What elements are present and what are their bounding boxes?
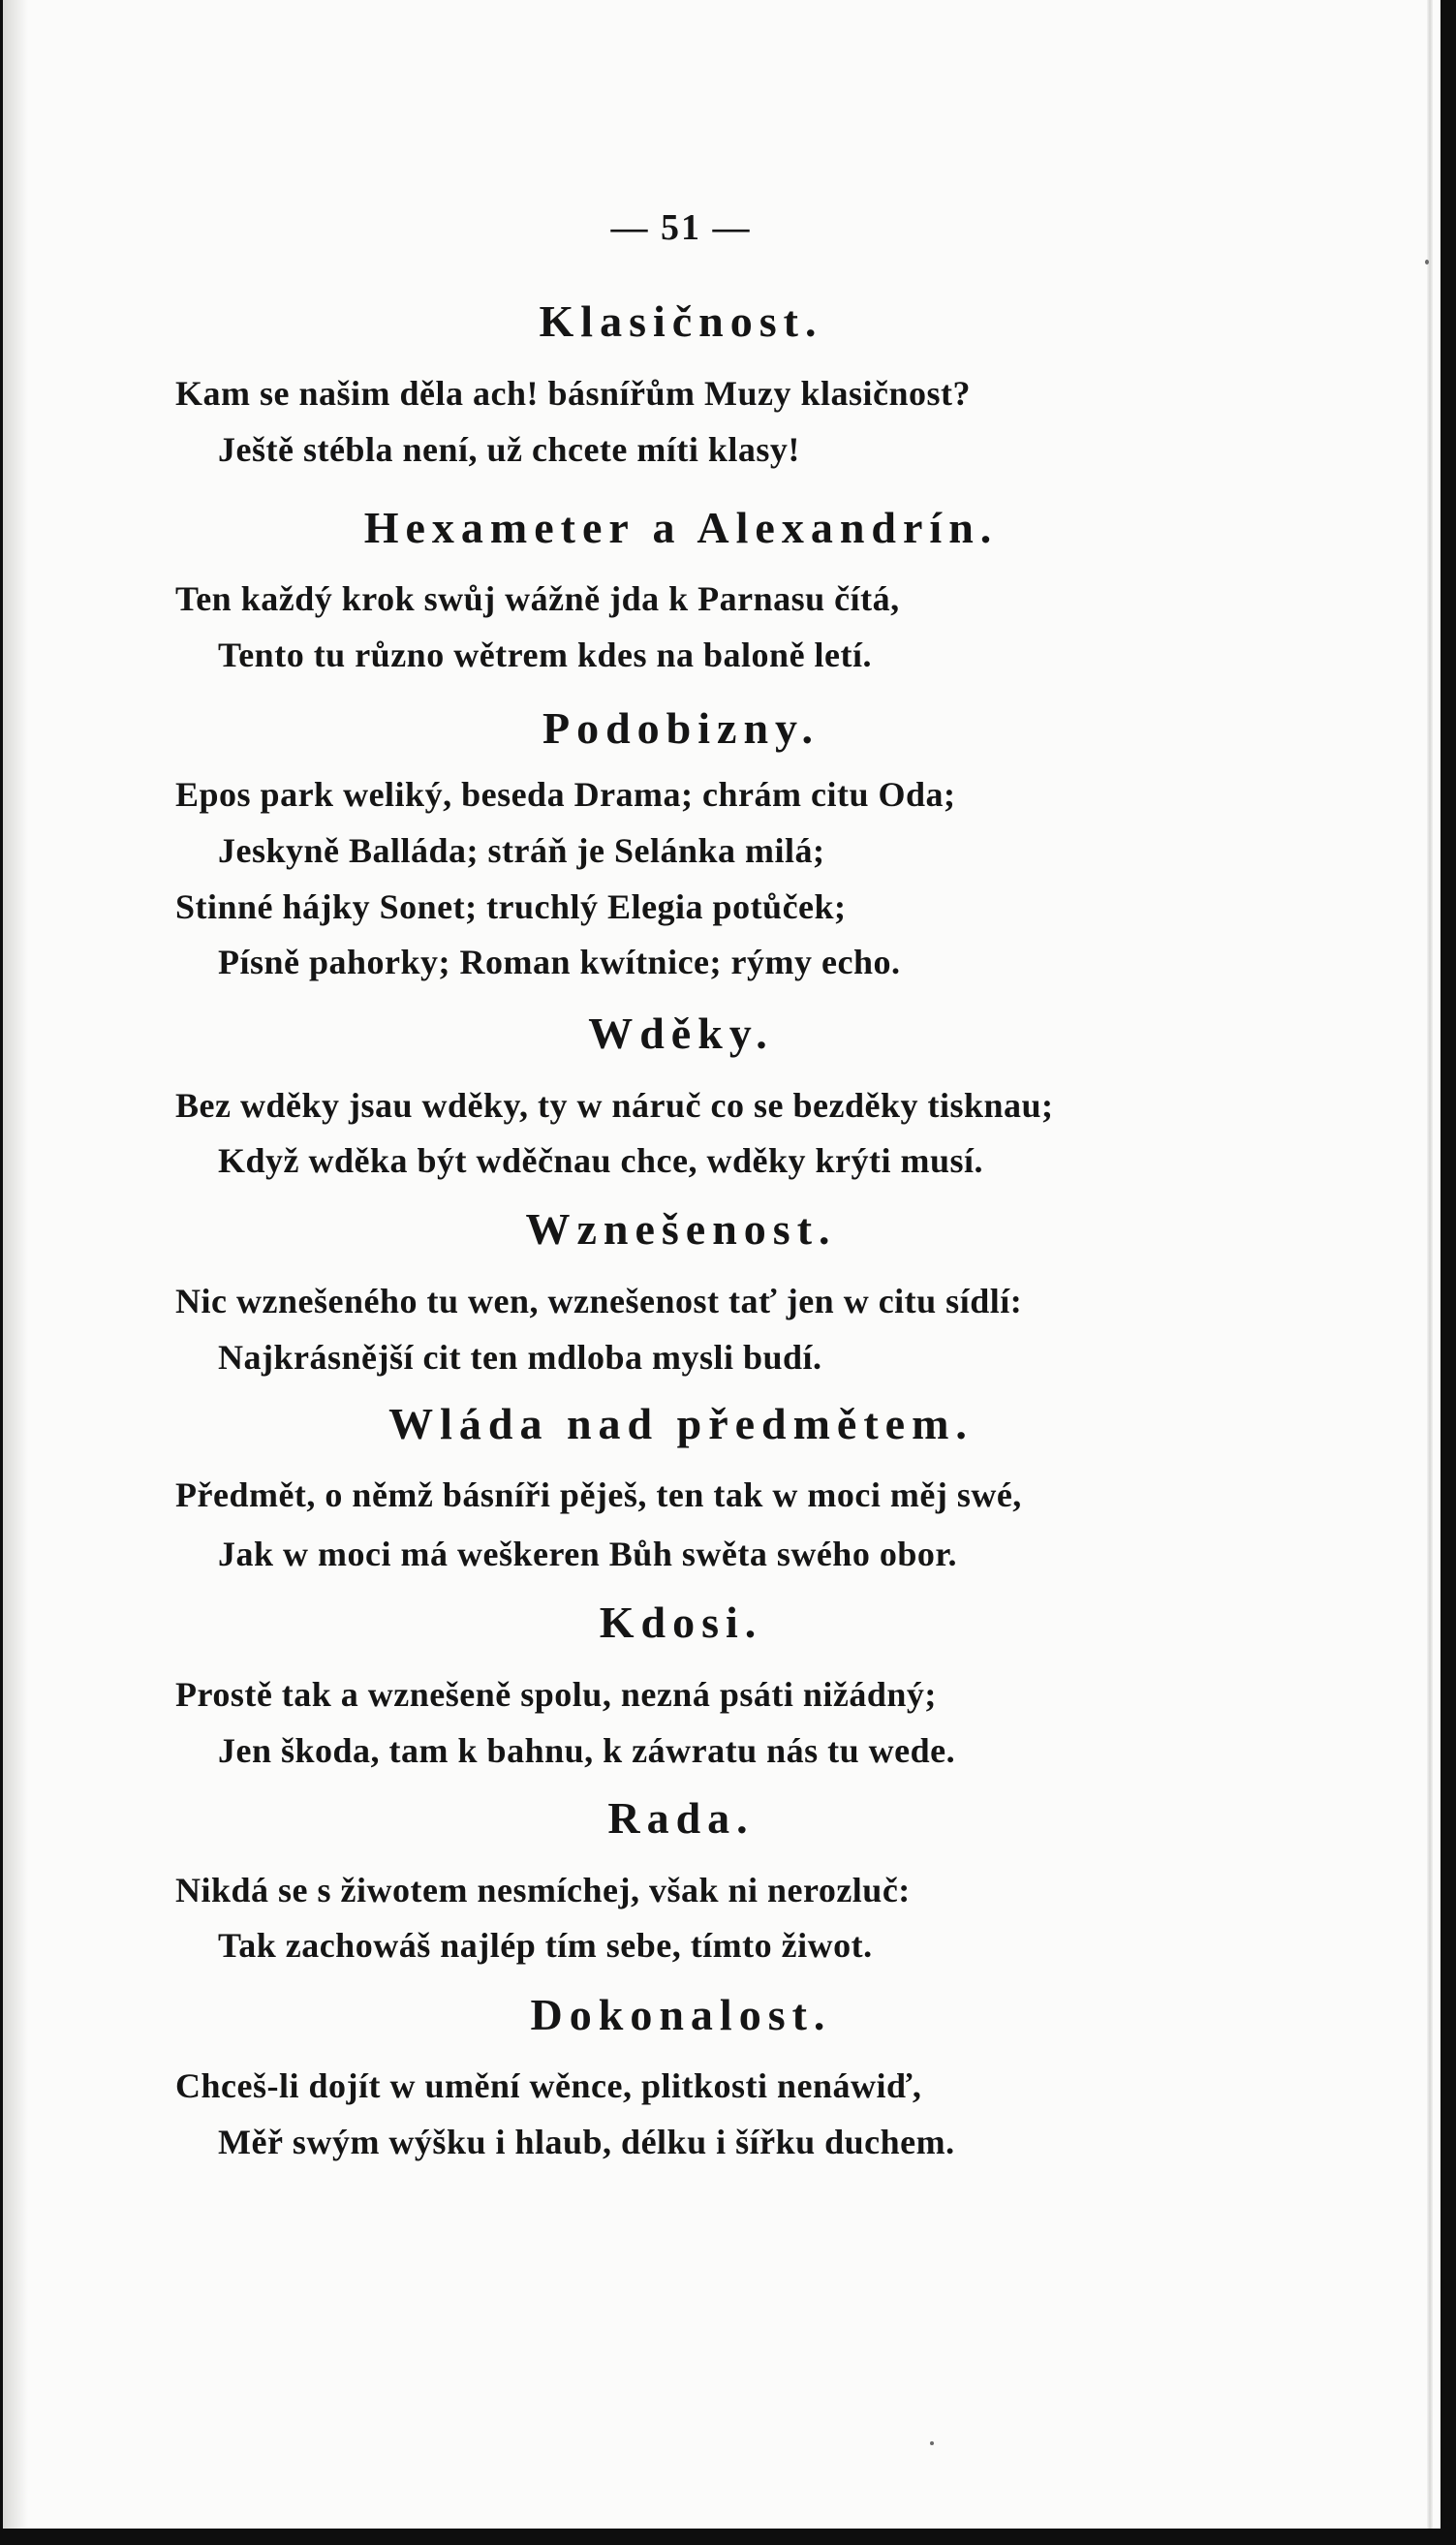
book-page [3, 0, 1441, 2529]
section-title: Wláda nad předmětem. [388, 1399, 974, 1448]
section-title: Hexameter a Alexandrín. [363, 503, 999, 552]
verse-line: Najkrásnější cit ten mdloba mysli budí. [218, 1338, 822, 1377]
section-title: Podobizny. [542, 703, 820, 753]
verse-line: Bez wděky jsau wděky, ty w náruč co se bezděky tisknau; [175, 1086, 1054, 1125]
verse-line: Prostě tak a wznešeně spolu, nezná psáti nižádný; [175, 1675, 937, 1714]
section-title: Klasičnost. [539, 296, 823, 346]
verse-line: Stinné hájky Sonet; truchlý Elegia potůček; [175, 887, 847, 926]
page-edge-shadow [3, 0, 28, 2529]
verse-line: Když wděka být wděčnau chce, wděky krýti musí. [218, 1141, 984, 1180]
verse-line: Chceš-li dojít w umění wěnce, plitkosti nenáwiď, [175, 2066, 922, 2105]
section-title: Rada. [607, 1793, 755, 1843]
verse-line: Jak w moci má weškeren Bůh swěta swého obor. [218, 1535, 958, 1573]
verse-line: Písně pahorky; Roman kwítnice; rýmy echo. [218, 943, 901, 981]
verse-line: Měř swým wýšku i hlaub, délku i šířku duchem. [218, 2123, 955, 2161]
page-number: — 51 — [610, 207, 752, 248]
verse-line: Předmět, o němž básníři pěješ, ten tak w moci měj swé, [175, 1475, 1022, 1514]
section-title: Wděky. [588, 1009, 774, 1058]
scan-speck [1425, 260, 1429, 264]
page-spine-crease [1427, 0, 1433, 2529]
verse-line: Jeskyně Balláda; stráň je Selánka milá; [218, 831, 825, 870]
verse-line: Epos park weliký, beseda Drama; chrám citu Oda; [175, 775, 956, 814]
verse-line: Nikdá se s žiwotem nesmíchej, však ni nerozluč: [175, 1871, 911, 1909]
section-title: Kdosi. [599, 1598, 763, 1647]
verse-line: Kam se našim děla ach! básnířům Muzy klasičnost? [175, 374, 972, 413]
verse-line: Nic wznešeného tu wen, wznešenost tať jen w citu sídlí: [175, 1282, 1023, 1320]
verse-line: Tak zachowáš najlép tím sebe, tímto žiwot. [218, 1926, 873, 1965]
scan-speck [930, 2441, 934, 2445]
verse-line: Tento tu různo wětrem kdes na baloně letí. [218, 636, 873, 674]
verse-line: Jen škoda, tam k bahnu, k záwratu nás tu wede. [218, 1731, 956, 1770]
section-title: Wznešenost. [525, 1204, 837, 1254]
section-title: Dokonalost. [530, 1990, 832, 2039]
verse-line: Ještě stébla není, už chcete míti klasy! [218, 430, 800, 469]
verse-line: Ten každý krok swůj wážně jda k Parnasu čítá, [175, 579, 900, 618]
